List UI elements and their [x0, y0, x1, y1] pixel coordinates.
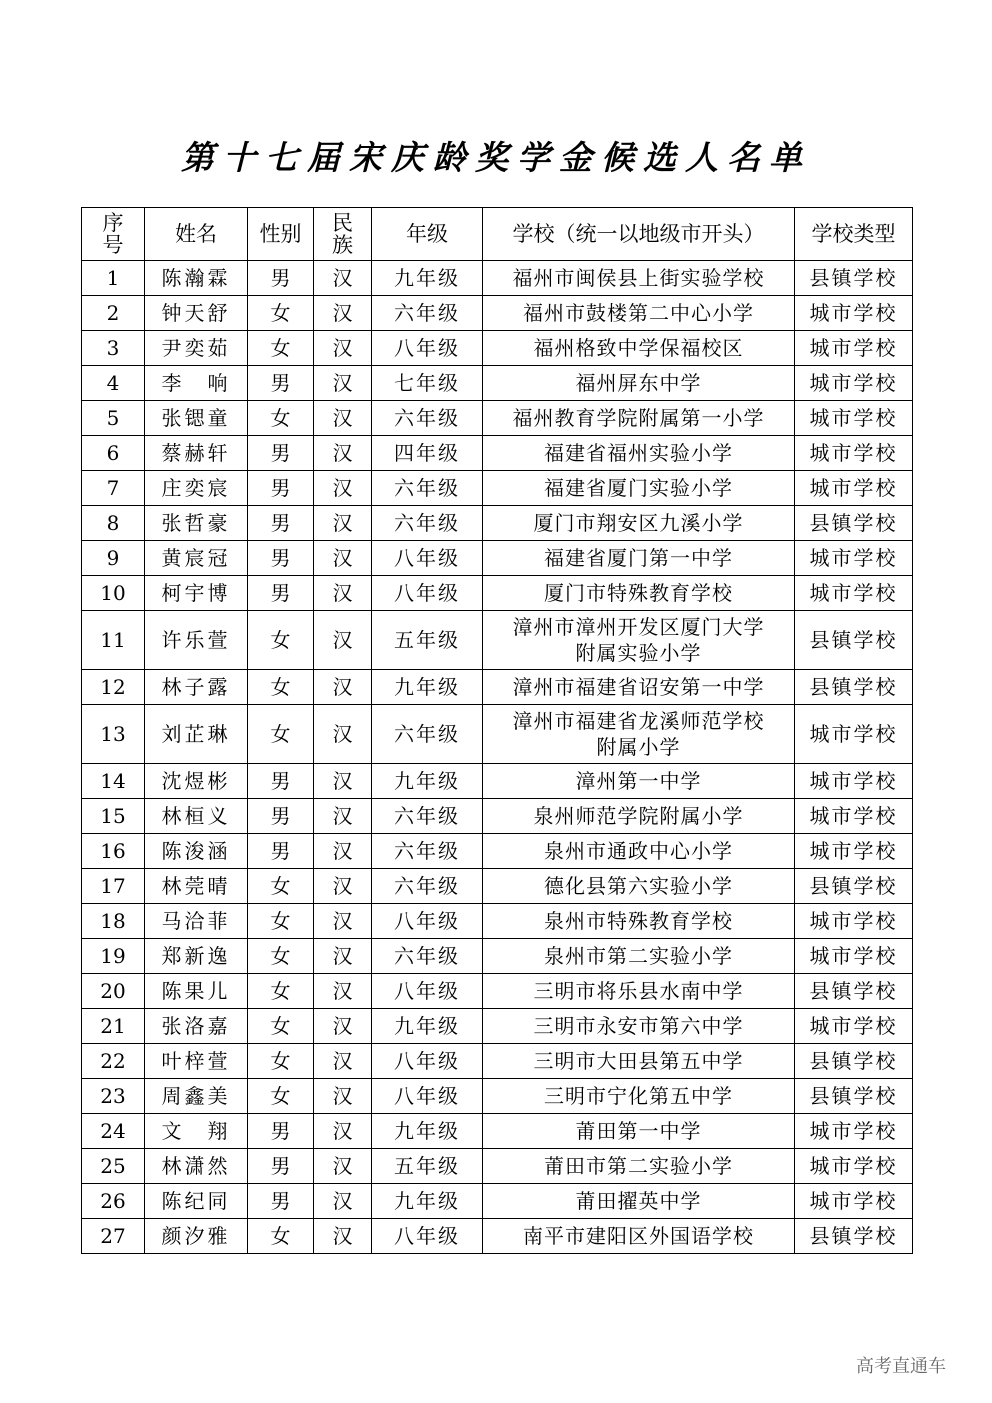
school-line: 福州屏东中学 — [575, 371, 702, 395]
cell-grade: 九年级 — [372, 261, 483, 296]
school-line: 漳州市福建省诏安第一中学 — [512, 675, 765, 699]
table-row — [82, 366, 913, 401]
table-row — [82, 1009, 913, 1044]
cell-no: 4 — [82, 366, 145, 401]
school-line: 三明市大田县第五中学 — [533, 1049, 744, 1073]
header-grade: 年级 — [372, 208, 483, 261]
school-line: 厦门市特殊教育学校 — [544, 581, 733, 605]
cell-school-type: 县镇学校 — [795, 1219, 913, 1254]
cell-gender: 女 — [248, 296, 314, 331]
cell-gender: 男 — [248, 541, 314, 576]
cell-grade: 八年级 — [372, 541, 483, 576]
cell-grade: 六年级 — [372, 799, 483, 834]
table-row — [82, 670, 913, 705]
cell-grade: 六年级 — [372, 705, 483, 764]
cell-school-type: 县镇学校 — [795, 1044, 913, 1079]
cell-ethnicity: 汉 — [314, 670, 372, 705]
school-line: 附属实验小学 — [575, 641, 702, 665]
table-row — [82, 834, 913, 869]
cell-ethnicity: 汉 — [314, 331, 372, 366]
table-row — [82, 705, 913, 764]
cell-school — [483, 576, 795, 611]
cell-school — [483, 1114, 795, 1149]
cell-school — [483, 366, 795, 401]
cell-school — [483, 611, 795, 670]
cell-grade: 九年级 — [372, 1184, 483, 1219]
cell-grade: 六年级 — [372, 506, 483, 541]
cell-gender: 女 — [248, 611, 314, 670]
cell-school — [483, 799, 795, 834]
table-row — [82, 331, 913, 366]
cell-school-type: 城市学校 — [795, 1149, 913, 1184]
cell-school-type: 城市学校 — [795, 401, 913, 436]
cell-no: 8 — [82, 506, 145, 541]
cell-gender: 男 — [248, 366, 314, 401]
cell-school-type: 城市学校 — [795, 799, 913, 834]
cell-no: 22 — [82, 1044, 145, 1079]
cell-no: 27 — [82, 1219, 145, 1254]
cell-name: 黄宸冠 — [145, 541, 248, 576]
header-no — [82, 208, 145, 261]
cell-name: 沈煜彬 — [145, 764, 248, 799]
cell-school — [483, 705, 795, 764]
cell-grade: 九年级 — [372, 1009, 483, 1044]
cell-school — [483, 1184, 795, 1219]
cell-ethnicity: 汉 — [314, 611, 372, 670]
school-line: 莆田第一中学 — [575, 1119, 702, 1143]
cell-grade: 四年级 — [372, 436, 483, 471]
school-line: 莆田擢英中学 — [575, 1189, 702, 1213]
header-school-type: 学校类型 — [795, 208, 913, 261]
cell-school — [483, 939, 795, 974]
cell-name: 柯宇博 — [145, 576, 248, 611]
cell-no: 15 — [82, 799, 145, 834]
cell-school — [483, 471, 795, 506]
school-line: 莆田市第二实验小学 — [544, 1154, 733, 1178]
cell-gender: 男 — [248, 1114, 314, 1149]
cell-ethnicity: 汉 — [314, 261, 372, 296]
cell-school — [483, 834, 795, 869]
table-row — [82, 1149, 913, 1184]
cell-school-type: 县镇学校 — [795, 261, 913, 296]
cell-gender: 男 — [248, 764, 314, 799]
cell-no: 18 — [82, 904, 145, 939]
cell-gender: 女 — [248, 904, 314, 939]
cell-school-type: 县镇学校 — [795, 869, 913, 904]
cell-school-type: 城市学校 — [795, 576, 913, 611]
cell-school-type: 城市学校 — [795, 705, 913, 764]
table-row — [82, 939, 913, 974]
cell-no: 9 — [82, 541, 145, 576]
cell-school-type: 城市学校 — [795, 1184, 913, 1219]
cell-name: 张洛嘉 — [145, 1009, 248, 1044]
cell-school — [483, 1009, 795, 1044]
cell-ethnicity: 汉 — [314, 506, 372, 541]
cell-gender: 女 — [248, 974, 314, 1009]
cell-gender: 女 — [248, 869, 314, 904]
cell-grade: 八年级 — [372, 1044, 483, 1079]
school-line: 漳州市福建省龙溪师范学校 — [512, 709, 765, 733]
cell-grade: 九年级 — [372, 670, 483, 705]
table-row — [82, 904, 913, 939]
table-row — [82, 799, 913, 834]
cell-ethnicity: 汉 — [314, 1184, 372, 1219]
cell-grade: 六年级 — [372, 296, 483, 331]
cell-gender: 男 — [248, 1184, 314, 1219]
cell-ethnicity: 汉 — [314, 401, 372, 436]
cell-ethnicity: 汉 — [314, 974, 372, 1009]
cell-gender: 男 — [248, 834, 314, 869]
school-line: 南平市建阳区外国语学校 — [523, 1224, 754, 1248]
cell-grade: 八年级 — [372, 904, 483, 939]
cell-ethnicity: 汉 — [314, 1079, 372, 1114]
cell-ethnicity: 汉 — [314, 541, 372, 576]
cell-school-type: 县镇学校 — [795, 974, 913, 1009]
cell-gender: 男 — [248, 799, 314, 834]
cell-name: 周鑫美 — [145, 1079, 248, 1114]
cell-school — [483, 670, 795, 705]
cell-name: 蔡赫轩 — [145, 436, 248, 471]
table-row — [82, 1044, 913, 1079]
cell-name: 颜汐雅 — [145, 1219, 248, 1254]
cell-gender: 女 — [248, 1079, 314, 1114]
cell-ethnicity: 汉 — [314, 869, 372, 904]
cell-no: 19 — [82, 939, 145, 974]
header-ethnicity-text: 民族 — [332, 211, 353, 257]
cell-school-type: 城市学校 — [795, 331, 913, 366]
school-line: 福州市闽侯县上街实验学校 — [512, 266, 765, 290]
school-line: 三明市永安市第六中学 — [533, 1014, 744, 1038]
cell-gender: 女 — [248, 670, 314, 705]
cell-name: 陈果儿 — [145, 974, 248, 1009]
table-row — [82, 1219, 913, 1254]
table-row — [82, 296, 913, 331]
cell-school — [483, 764, 795, 799]
cell-school — [483, 261, 795, 296]
cell-ethnicity: 汉 — [314, 904, 372, 939]
table-row — [82, 611, 913, 670]
cell-school — [483, 331, 795, 366]
school-line: 厦门市翔安区九溪小学 — [533, 511, 744, 535]
cell-no: 16 — [82, 834, 145, 869]
cell-school-type: 城市学校 — [795, 366, 913, 401]
cell-gender: 男 — [248, 576, 314, 611]
cell-school-type: 县镇学校 — [795, 670, 913, 705]
cell-name: 庄奕宸 — [145, 471, 248, 506]
cell-ethnicity: 汉 — [314, 1009, 372, 1044]
cell-no: 10 — [82, 576, 145, 611]
cell-grade: 五年级 — [372, 611, 483, 670]
school-line: 漳州第一中学 — [575, 769, 702, 793]
watermark: 高考直通车 — [856, 1356, 946, 1377]
cell-gender: 女 — [248, 939, 314, 974]
cell-ethnicity: 汉 — [314, 799, 372, 834]
cell-grade: 六年级 — [372, 471, 483, 506]
cell-no: 24 — [82, 1114, 145, 1149]
cell-no: 5 — [82, 401, 145, 436]
cell-school — [483, 506, 795, 541]
cell-no: 2 — [82, 296, 145, 331]
school-line: 德化县第六实验小学 — [544, 874, 733, 898]
cell-gender: 男 — [248, 261, 314, 296]
cell-grade: 九年级 — [372, 764, 483, 799]
school-line: 福州市鼓楼第二中心小学 — [523, 301, 754, 325]
cell-name: 李 响 — [145, 366, 248, 401]
cell-no: 7 — [82, 471, 145, 506]
cell-school-type: 县镇学校 — [795, 611, 913, 670]
cell-school-type: 城市学校 — [795, 436, 913, 471]
cell-ethnicity: 汉 — [314, 366, 372, 401]
cell-name: 马洽菲 — [145, 904, 248, 939]
cell-name: 林潇然 — [145, 1149, 248, 1184]
cell-ethnicity: 汉 — [314, 1044, 372, 1079]
cell-grade: 八年级 — [372, 1219, 483, 1254]
cell-school-type: 城市学校 — [795, 939, 913, 974]
cell-no: 3 — [82, 331, 145, 366]
table-row — [82, 1184, 913, 1219]
cell-no: 13 — [82, 705, 145, 764]
school-line: 三明市将乐县水南中学 — [533, 979, 744, 1003]
cell-name: 刘芷琳 — [145, 705, 248, 764]
cell-school-type: 城市学校 — [795, 1114, 913, 1149]
cell-no: 17 — [82, 869, 145, 904]
table-row — [82, 401, 913, 436]
school-line: 附属小学 — [596, 735, 681, 759]
school-line: 漳州市漳州开发区厦门大学 — [512, 615, 765, 639]
cell-name: 张锶童 — [145, 401, 248, 436]
school-line: 三明市宁化第五中学 — [544, 1084, 733, 1108]
cell-ethnicity: 汉 — [314, 939, 372, 974]
school-line: 福建省福州实验小学 — [544, 441, 733, 465]
cell-ethnicity: 汉 — [314, 1149, 372, 1184]
cell-name: 尹奕茹 — [145, 331, 248, 366]
cell-school — [483, 869, 795, 904]
cell-name: 陈瀚霖 — [145, 261, 248, 296]
cell-grade: 八年级 — [372, 576, 483, 611]
cell-ethnicity: 汉 — [314, 296, 372, 331]
cell-ethnicity: 汉 — [314, 705, 372, 764]
cell-gender: 女 — [248, 705, 314, 764]
cell-gender: 女 — [248, 1219, 314, 1254]
cell-school — [483, 541, 795, 576]
cell-school — [483, 401, 795, 436]
cell-name: 林子露 — [145, 670, 248, 705]
cell-name: 许乐萱 — [145, 611, 248, 670]
cell-name: 郑新逸 — [145, 939, 248, 974]
cell-gender: 女 — [248, 401, 314, 436]
school-line: 福建省厦门实验小学 — [544, 476, 733, 500]
school-line: 泉州市第二实验小学 — [544, 944, 733, 968]
cell-gender: 女 — [248, 1044, 314, 1079]
header-no-text: 序号 — [102, 211, 124, 257]
cell-name: 钟天舒 — [145, 296, 248, 331]
school-line: 福州教育学院附属第一小学 — [512, 406, 765, 430]
cell-grade: 七年级 — [372, 366, 483, 401]
table-row — [82, 1079, 913, 1114]
cell-name: 张哲豪 — [145, 506, 248, 541]
table-row — [82, 869, 913, 904]
cell-ethnicity: 汉 — [314, 436, 372, 471]
cell-grade: 八年级 — [372, 331, 483, 366]
school-line: 泉州市通政中心小学 — [544, 839, 733, 863]
cell-school-type: 城市学校 — [795, 834, 913, 869]
table-row — [82, 261, 913, 296]
school-line: 泉州市特殊教育学校 — [544, 909, 733, 933]
cell-gender: 男 — [248, 1149, 314, 1184]
cell-no: 21 — [82, 1009, 145, 1044]
cell-grade: 五年级 — [372, 1149, 483, 1184]
cell-school-type: 城市学校 — [795, 904, 913, 939]
cell-gender: 女 — [248, 331, 314, 366]
cell-school-type: 城市学校 — [795, 764, 913, 799]
cell-no: 23 — [82, 1079, 145, 1114]
cell-name: 林莞晴 — [145, 869, 248, 904]
cell-school — [483, 974, 795, 1009]
table-row — [82, 974, 913, 1009]
cell-gender: 男 — [248, 436, 314, 471]
table-row — [82, 1114, 913, 1149]
cell-grade: 六年级 — [372, 939, 483, 974]
cell-grade: 九年级 — [372, 1114, 483, 1149]
cell-no: 12 — [82, 670, 145, 705]
cell-grade: 六年级 — [372, 869, 483, 904]
cell-school — [483, 1079, 795, 1114]
cell-school-type: 城市学校 — [795, 471, 913, 506]
cell-school-type: 城市学校 — [795, 296, 913, 331]
table-row — [82, 576, 913, 611]
cell-grade: 六年级 — [372, 401, 483, 436]
cell-no: 1 — [82, 261, 145, 296]
table-header-row — [82, 208, 913, 261]
cell-ethnicity: 汉 — [314, 576, 372, 611]
cell-school — [483, 904, 795, 939]
cell-no: 26 — [82, 1184, 145, 1219]
cell-name: 文 翔 — [145, 1114, 248, 1149]
cell-no: 14 — [82, 764, 145, 799]
cell-grade: 八年级 — [372, 1079, 483, 1114]
cell-ethnicity: 汉 — [314, 1114, 372, 1149]
table-row — [82, 471, 913, 506]
cell-no: 6 — [82, 436, 145, 471]
cell-no: 25 — [82, 1149, 145, 1184]
document-title: 第十七届宋庆龄奖学金候选人名单 — [181, 138, 811, 177]
cell-school — [483, 1044, 795, 1079]
table-row — [82, 764, 913, 799]
cell-name: 林桓义 — [145, 799, 248, 834]
cell-school-type: 县镇学校 — [795, 506, 913, 541]
candidate-table — [81, 207, 913, 1254]
cell-school — [483, 1149, 795, 1184]
cell-ethnicity: 汉 — [314, 1219, 372, 1254]
cell-ethnicity: 汉 — [314, 471, 372, 506]
cell-name: 陈纪同 — [145, 1184, 248, 1219]
cell-school-type: 城市学校 — [795, 541, 913, 576]
table-row — [82, 436, 913, 471]
cell-grade: 六年级 — [372, 834, 483, 869]
header-ethnicity — [314, 208, 372, 261]
header-school: 学校（统一以地级市开头） — [483, 208, 795, 261]
cell-gender: 男 — [248, 506, 314, 541]
table-body — [82, 261, 913, 1254]
table-row — [82, 541, 913, 576]
cell-name: 陈浚涵 — [145, 834, 248, 869]
cell-gender: 女 — [248, 1009, 314, 1044]
school-line: 福州格致中学保福校区 — [533, 336, 744, 360]
cell-no: 20 — [82, 974, 145, 1009]
cell-gender: 男 — [248, 471, 314, 506]
school-line: 福建省厦门第一中学 — [544, 546, 733, 570]
cell-ethnicity: 汉 — [314, 764, 372, 799]
cell-grade: 八年级 — [372, 974, 483, 1009]
table-row — [82, 506, 913, 541]
cell-school-type: 县镇学校 — [795, 1079, 913, 1114]
cell-ethnicity: 汉 — [314, 834, 372, 869]
cell-name: 叶梓萱 — [145, 1044, 248, 1079]
cell-school — [483, 1219, 795, 1254]
cell-school-type: 城市学校 — [795, 1009, 913, 1044]
header-gender: 性别 — [248, 208, 314, 261]
school-line: 泉州师范学院附属小学 — [533, 804, 744, 828]
cell-school — [483, 436, 795, 471]
header-name: 姓名 — [145, 208, 248, 261]
cell-school — [483, 296, 795, 331]
cell-no: 11 — [82, 611, 145, 670]
